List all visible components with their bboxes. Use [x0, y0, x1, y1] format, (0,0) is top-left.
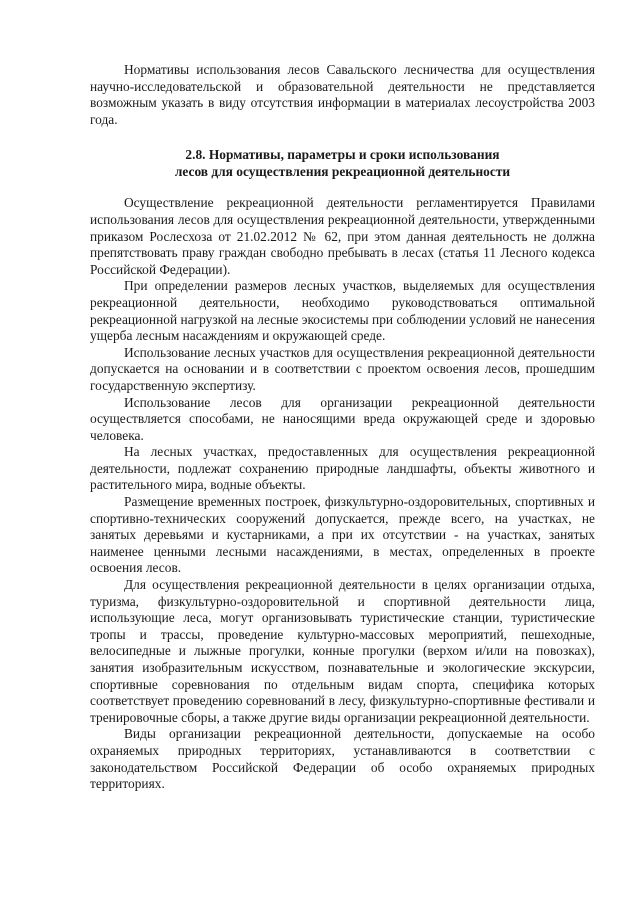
paragraph-preservation: На лесных участках, предоставленных для осуществления рекреационной деятельности, подлежат сохранению природные ландшафты, объекты животного и растительного мира, водные объекты. — [90, 444, 595, 493]
intro-paragraph: Нормативы использования лесов Савальского лесничества для осуществления научно-исследовательской и образовательной деятельности не представляется возможным указать в виду отсутствия информации в материалах лесоустройства 2003 года. — [90, 62, 595, 127]
paragraph-temporary-buildings: Размещение временных построек, физкультурно-оздоровительных, спортивных и спортивно-технических сооружений допускается, прежде всего, на участках, не занятых деревьями и кустарниками, а при их отсутствии - на участках, занятых наименее ценными лесными насаждениями, в местах, определенных в проекте освоения лесов. — [90, 494, 595, 576]
paragraph-project-basis: Использование лесных участков для осуществления рекреационной деятельности допускается на основании и в соответствии с проектом освоения лесов, прошедшим государственную экспертизу. — [90, 344, 595, 393]
paragraph-protected-areas: Виды организации рекреационной деятельности, допускаемые на особо охраняемых природных территориях, устанавливаются в соответствии с законодательством Российской Федерации об особо охраняемых природных территориях. — [90, 726, 595, 792]
section-heading — [90, 146, 595, 180]
paragraph-activities: Для осуществления рекреационной деятельности в целях организации отдыха, туризма, физкультурно-оздоровительной и спортивной деятельности лица, использующие леса, могут организовывать туристические станции, туристические тропы и трассы, проведение культурно-массовых мероприятий, пешеходные, велосипедные и лыжные прогулки, конные прогулки (верхом и/или на повозках), занятия изобразительным искусством, познавательные и экологические экскурсии, спортивные соревнования по отдельным видам спорта, специфика которых соответствует проведению соревнований в лесу, физкультурно-спортивные фестивали и тренировочные сборы, а также другие виды организации рекреационной деятельности. — [90, 577, 595, 725]
paragraph-regulation: Осуществление рекреационной деятельности регламентируется Правилами использования лесов для осуществления рекреационной деятельности, утвержденными приказом Рослесхоза от 21.02.2012 № 62, при этом данная деятельность не должна препятствовать праву граждан свободно пребывать в лесах (статья 11 Лесного кодекса Российской Федерации). — [90, 195, 595, 277]
section-title-line-1: 2.8. Нормативы, параметры и сроки использования — [185, 147, 500, 163]
section-title-line-2: лесов для осуществления рекреационной деятельности — [174, 164, 511, 180]
paragraph-plot-size: При определении размеров лесных участков, выделяемых для осуществления рекреационной деятельности, необходимо руководствоваться оптимальной рекреационной нагрузкой на лесные экосистемы при соблюдении условий не нанесения ущерба лесным насаждениям и окружающей среде. — [90, 278, 595, 344]
document-body — [90, 62, 595, 793]
paragraph-methods: Использование лесов для организации рекреационной деятельности осуществляется способами, не наносящими вреда окружающей среде и здоровью человека. — [90, 394, 595, 443]
